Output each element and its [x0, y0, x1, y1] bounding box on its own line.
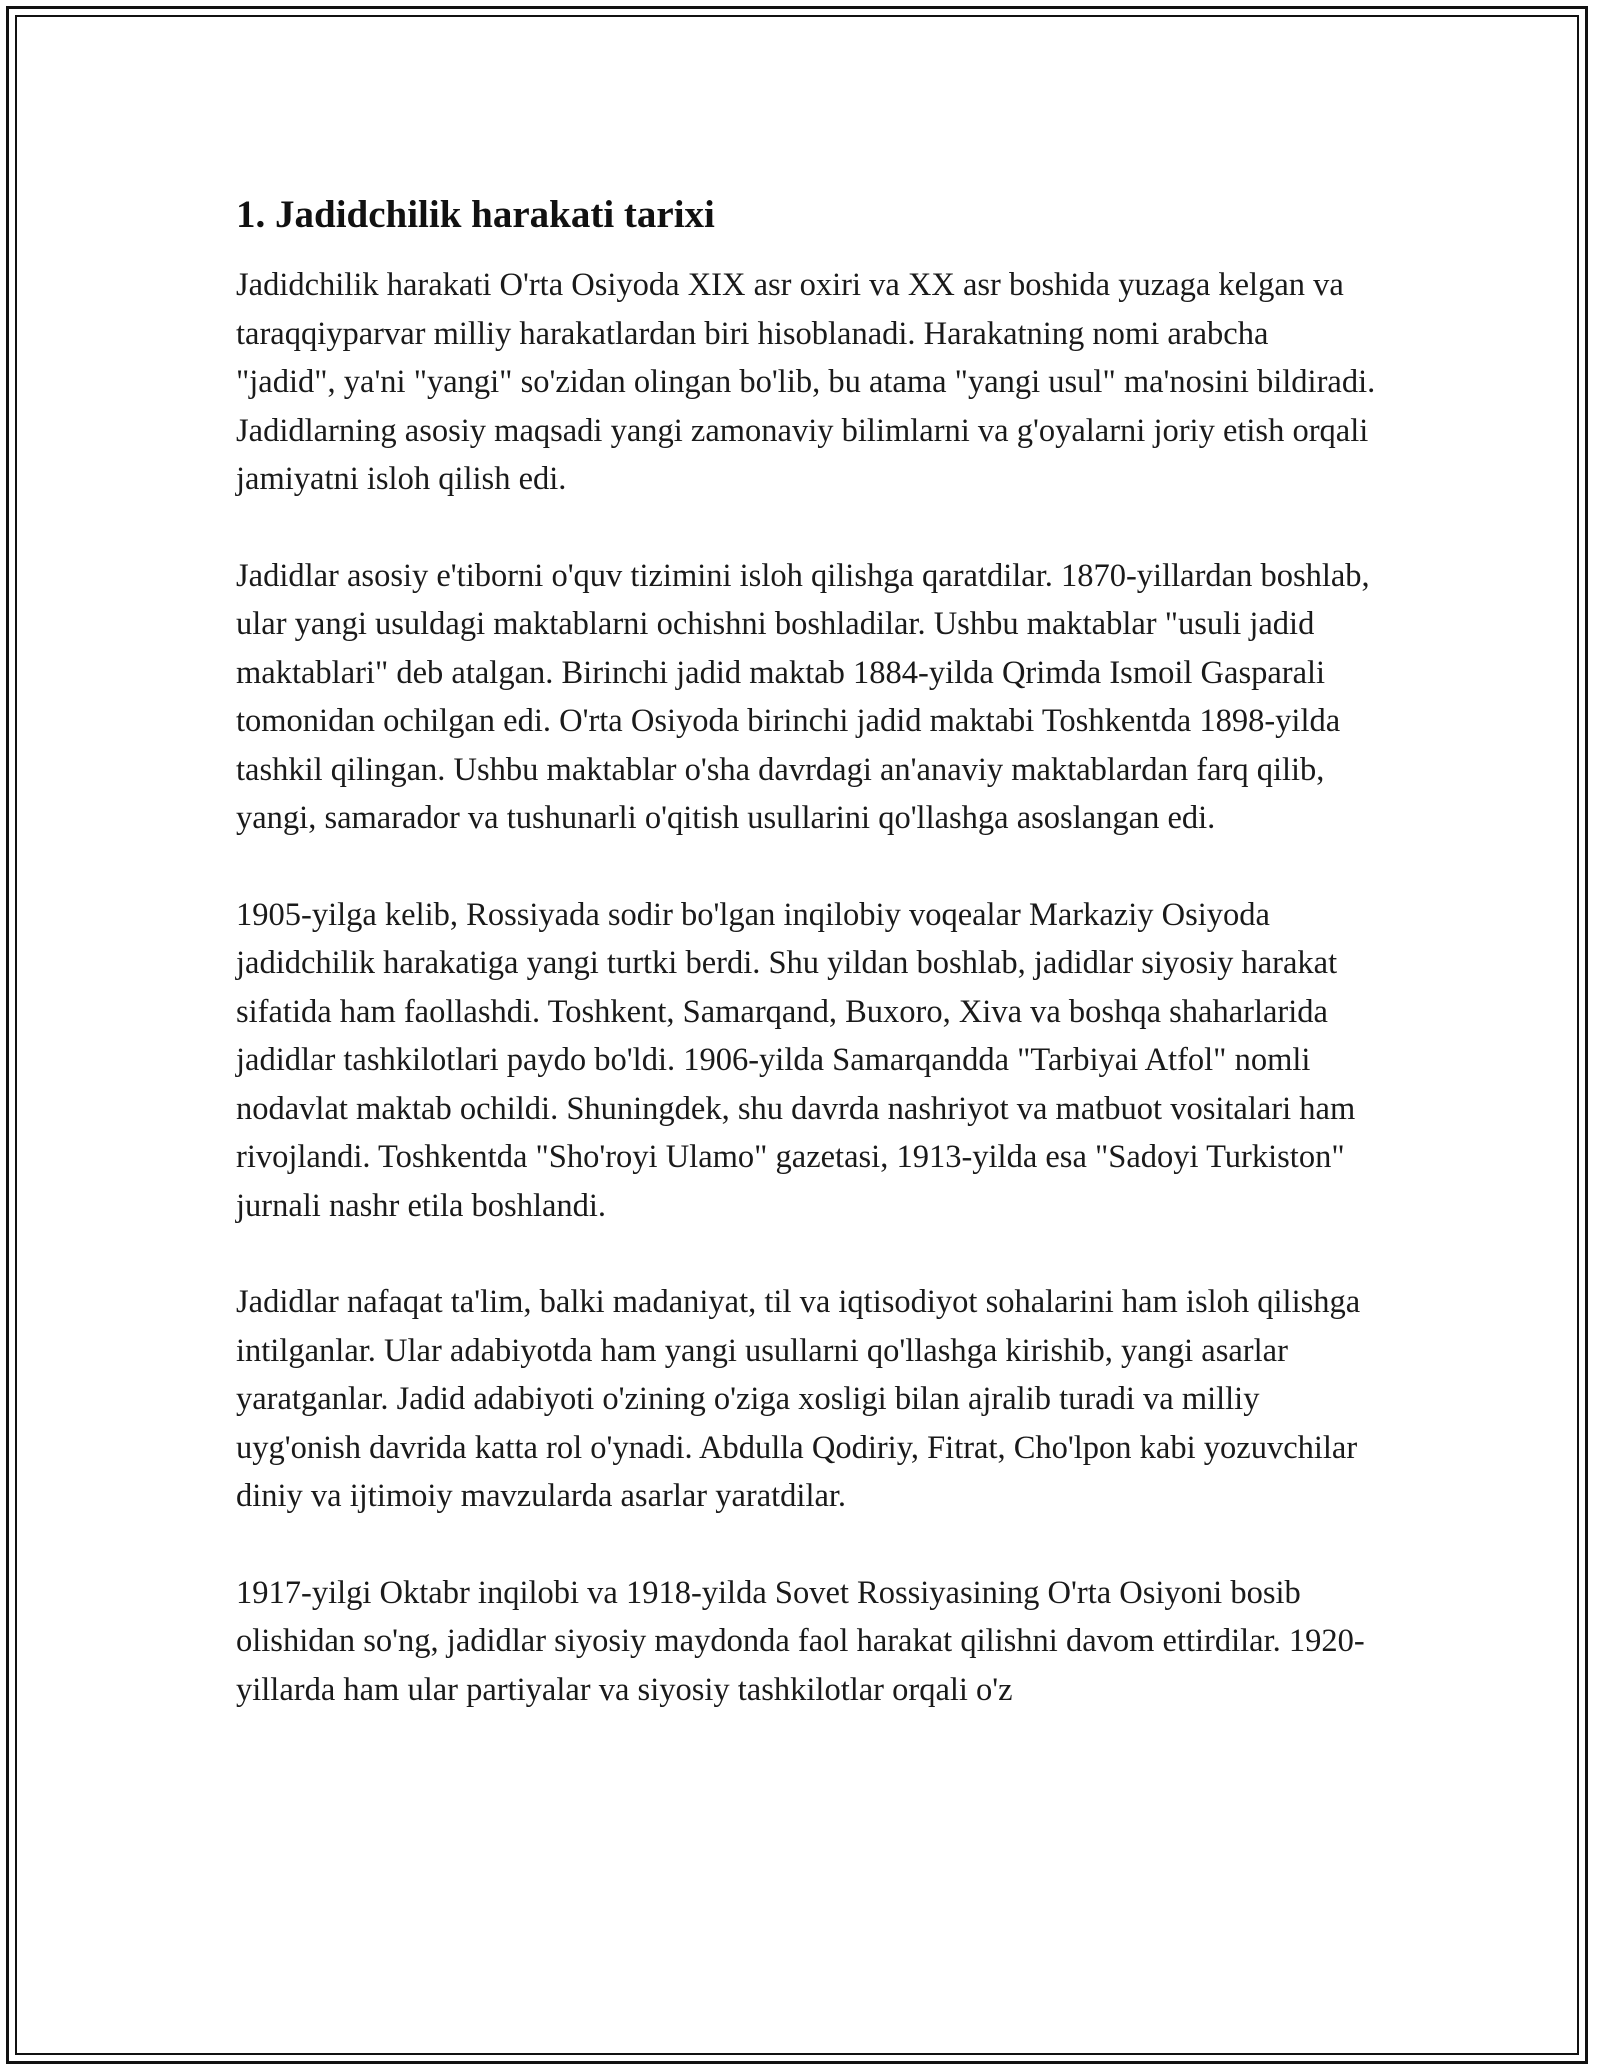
paragraph-1: Jadidchilik harakati O'rta Osiyoda XIX asr oxiri va XX asr boshida yuzaga kelgan va taraqqiyparvar milliy harakatlardan biri hisoblanadi. Harakatning nomi arabcha "jadid", ya'ni "yangi" so'zidan olingan bo'lib, bu atama "yangi usul" ma'nosini bildiradi. Jadidlarning asosiy maqsadi yangi zamonaviy bilimlarni va g'oyalarni joriy etish orqali jamiyatni isloh qilish edi. [236, 267, 1376, 497]
paragraph-4: Jadidlar nafaqat ta'lim, balki madaniyat, til va iqtisodiyot sohalarini ham isloh qilishga intilganlar. Ular adabiyotda ham yangi usullarni qo'llashga kirishib, yangi asarlar yaratganlar. Jadid adabiyoti o'zining o'ziga xosligi bilan ajralib turadi va milliy uyg'onish davrida katta rol o'ynadi. Abdulla Qodiriy, Fitrat, Cho'lpon kabi yozuvchilar diniy va ijtimoiy mavzularda asarlar yaratdilar. [236, 1284, 1361, 1514]
paragraph-5: 1917-yilgi Oktabr inqilobi va 1918-yilda Sovet Rossiyasining O'rta Osiyoni bosib olishidan so'ng, jadidlar siyosiy maydonda faol harakat qilishni davom ettirdilar. 1920-yillarda ham ular partiyalar va siyosiy tashkilotlar orqali o'z [236, 1574, 1365, 1708]
document-body [236, 190, 1376, 1762]
paragraph-3: 1905-yilga kelib, Rossiyada sodir bo'lgan inqilobiy voqealar Markaziy Osiyoda jadidchilik harakatiga yangi turtki berdi. Shu yildan boshlab, jadidlar siyosiy harakat sifatida ham faollashdi. Toshkent, Samarqand, Buxoro, Xiva va boshqa shaharlarida jadidlar tashkilotlari paydo bo'ldi. 1906-yilda Samarqandda "Tarbiyai Atfol" nomli nodavlat maktab ochildi. Shuningdek, shu davrda nashriyot va matbuot vositalari ham rivojlandi. Toshkentda "Sho'royi Ulamo" gazetasi, 1913-yilda esa "Sadoyi Turkiston" jurnali nashr etila boshlandi. [236, 896, 1356, 1224]
section-heading: 1. Jadidchilik harakati tarixi [236, 193, 715, 236]
paragraph-2: Jadidlar asosiy e'tiborni o'quv tizimini isloh qilishga qaratdilar. 1870-yillardan boshlab, ular yangi usuldagi maktablarni ochishni boshladilar. Ushbu maktablar "usuli jadid maktablari" deb atalgan. Birinchi jadid maktab 1884-yilda Qrimda Ismoil Gasparali tomonidan ochilgan edi. O'rta Osiyoda birinchi jadid maktabi Toshkentda 1898-yilda tashkil qilingan. Ushbu maktablar o'sha davrdagi an'anaviy maktablardan farq qilib, yangi, samarador va tushunarli o'qitish usullarini qo'llashga asoslangan edi. [236, 557, 1370, 836]
